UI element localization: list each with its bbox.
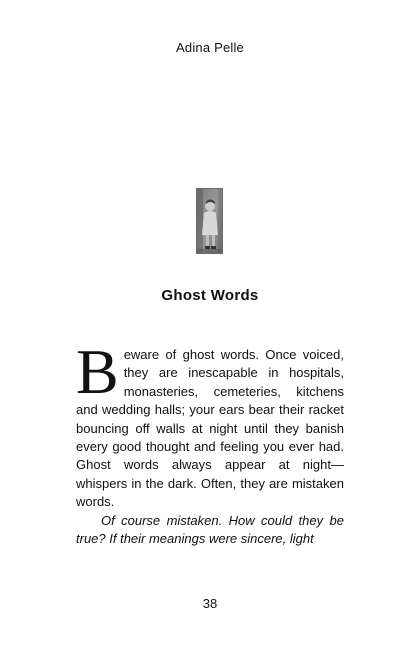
page-number: 38 <box>202 596 218 611</box>
paragraph-first <box>76 336 344 512</box>
paragraph-first-text: eware of ghost words. Once voiced, they are inescapable in hospitals, monasteries, cemeteries, kitchens and wedding halls; your ears bear their racket bouncing off walls at night until they banish every good thought and feeling you ever had. Ghost words always appear at night—whispers in the dark. Often, they are mistaken words. <box>76 347 344 510</box>
running-header-author: Adina Pelle <box>176 40 244 55</box>
section-title: Ghost Words <box>161 287 259 304</box>
drop-cap-letter: B <box>76 336 119 407</box>
paragraph-second: Of course mistaken. How could they be true? If their meanings were sincere, light <box>76 512 344 547</box>
body-text <box>76 336 344 548</box>
vintage-photo-image <box>196 188 223 254</box>
